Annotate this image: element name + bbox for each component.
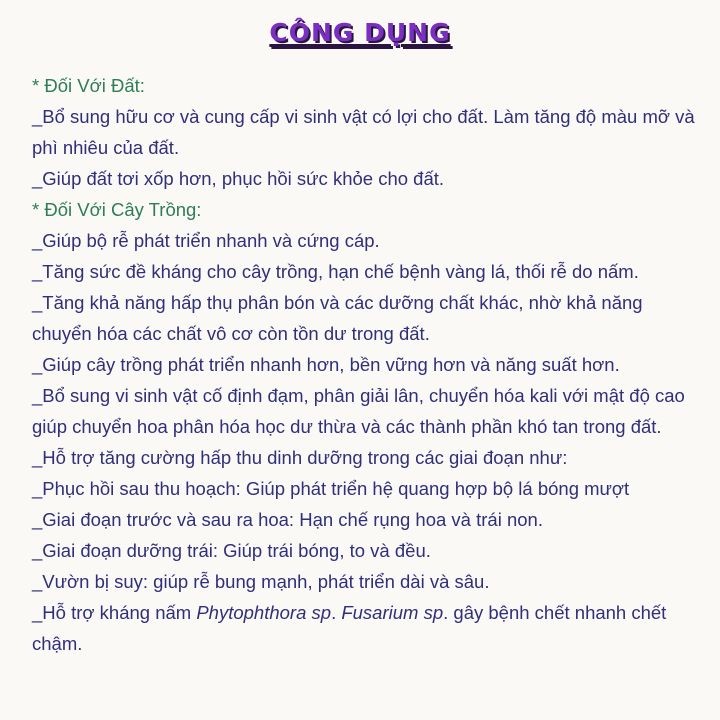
plant-item: _Vườn bị suy: giúp rễ bung mạnh, phát triển dài và sâu. <box>32 571 490 592</box>
plant-item: _Giai đoạn trước và sau ra hoa: Hạn chế rụng hoa và trái non. <box>32 509 543 530</box>
plant-item: _Giúp cây trồng phát triển nhanh hơn, bền vững hơn và năng suất hơn. <box>32 354 620 375</box>
fungus-name-fusarium: Fusarium sp <box>341 602 444 623</box>
fungus-suffix: . gây bệnh chết nhanh chết chậm. <box>32 602 667 654</box>
soil-item: _Giúp đất tơi xốp hơn, phục hồi sức khỏe cho đất. <box>32 168 445 189</box>
soil-item: _Bổ sung hữu cơ và cung cấp vi sinh vật có lợi cho đất. Làm tăng độ màu mỡ và phì nhiêu của đất. <box>32 106 695 158</box>
plant-item: _Bổ sung vi sinh vật cố định đạm, phân giải lân, chuyển hóa kali với mật độ cao giúp chuyển hoa phân hóa học dư thừa và các thành phần khó tan trong đất. <box>32 385 685 437</box>
fungus-separator: . <box>331 602 342 623</box>
section-heading-plants: * Đối Với Cây Trồng: <box>32 199 202 220</box>
plant-item-fungus <box>32 597 702 659</box>
section-heading-soil: * Đối Với Đất: <box>32 75 145 96</box>
page-title: CÔNG DỤNG <box>269 18 451 47</box>
content-body <box>32 70 702 659</box>
plant-item: _Tăng khả năng hấp thụ phân bón và các dưỡng chất khác, nhờ khả năng chuyển hóa các chất vô cơ còn tồn dư trong đất. <box>32 292 643 344</box>
plant-item: _Tăng sức đề kháng cho cây trồng, hạn chế bệnh vàng lá, thối rễ do nấm. <box>32 261 639 282</box>
plant-item: _Phục hồi sau thu hoạch: Giúp phát triển hệ quang hợp bộ lá bóng mượt <box>32 478 630 499</box>
plant-item: _Hỗ trợ tăng cường hấp thu dinh dưỡng trong các giai đoạn như: <box>32 447 568 468</box>
plant-item: _Giúp bộ rễ phát triển nhanh và cứng cáp. <box>32 230 380 251</box>
plant-item: _Giai đoạn dưỡng trái: Giúp trái bóng, to và đều. <box>32 540 431 561</box>
fungus-prefix: _Hỗ trợ kháng nấm <box>32 602 197 623</box>
title-container <box>0 18 720 47</box>
fungus-name-phytophthora: Phytophthora sp <box>196 602 332 623</box>
